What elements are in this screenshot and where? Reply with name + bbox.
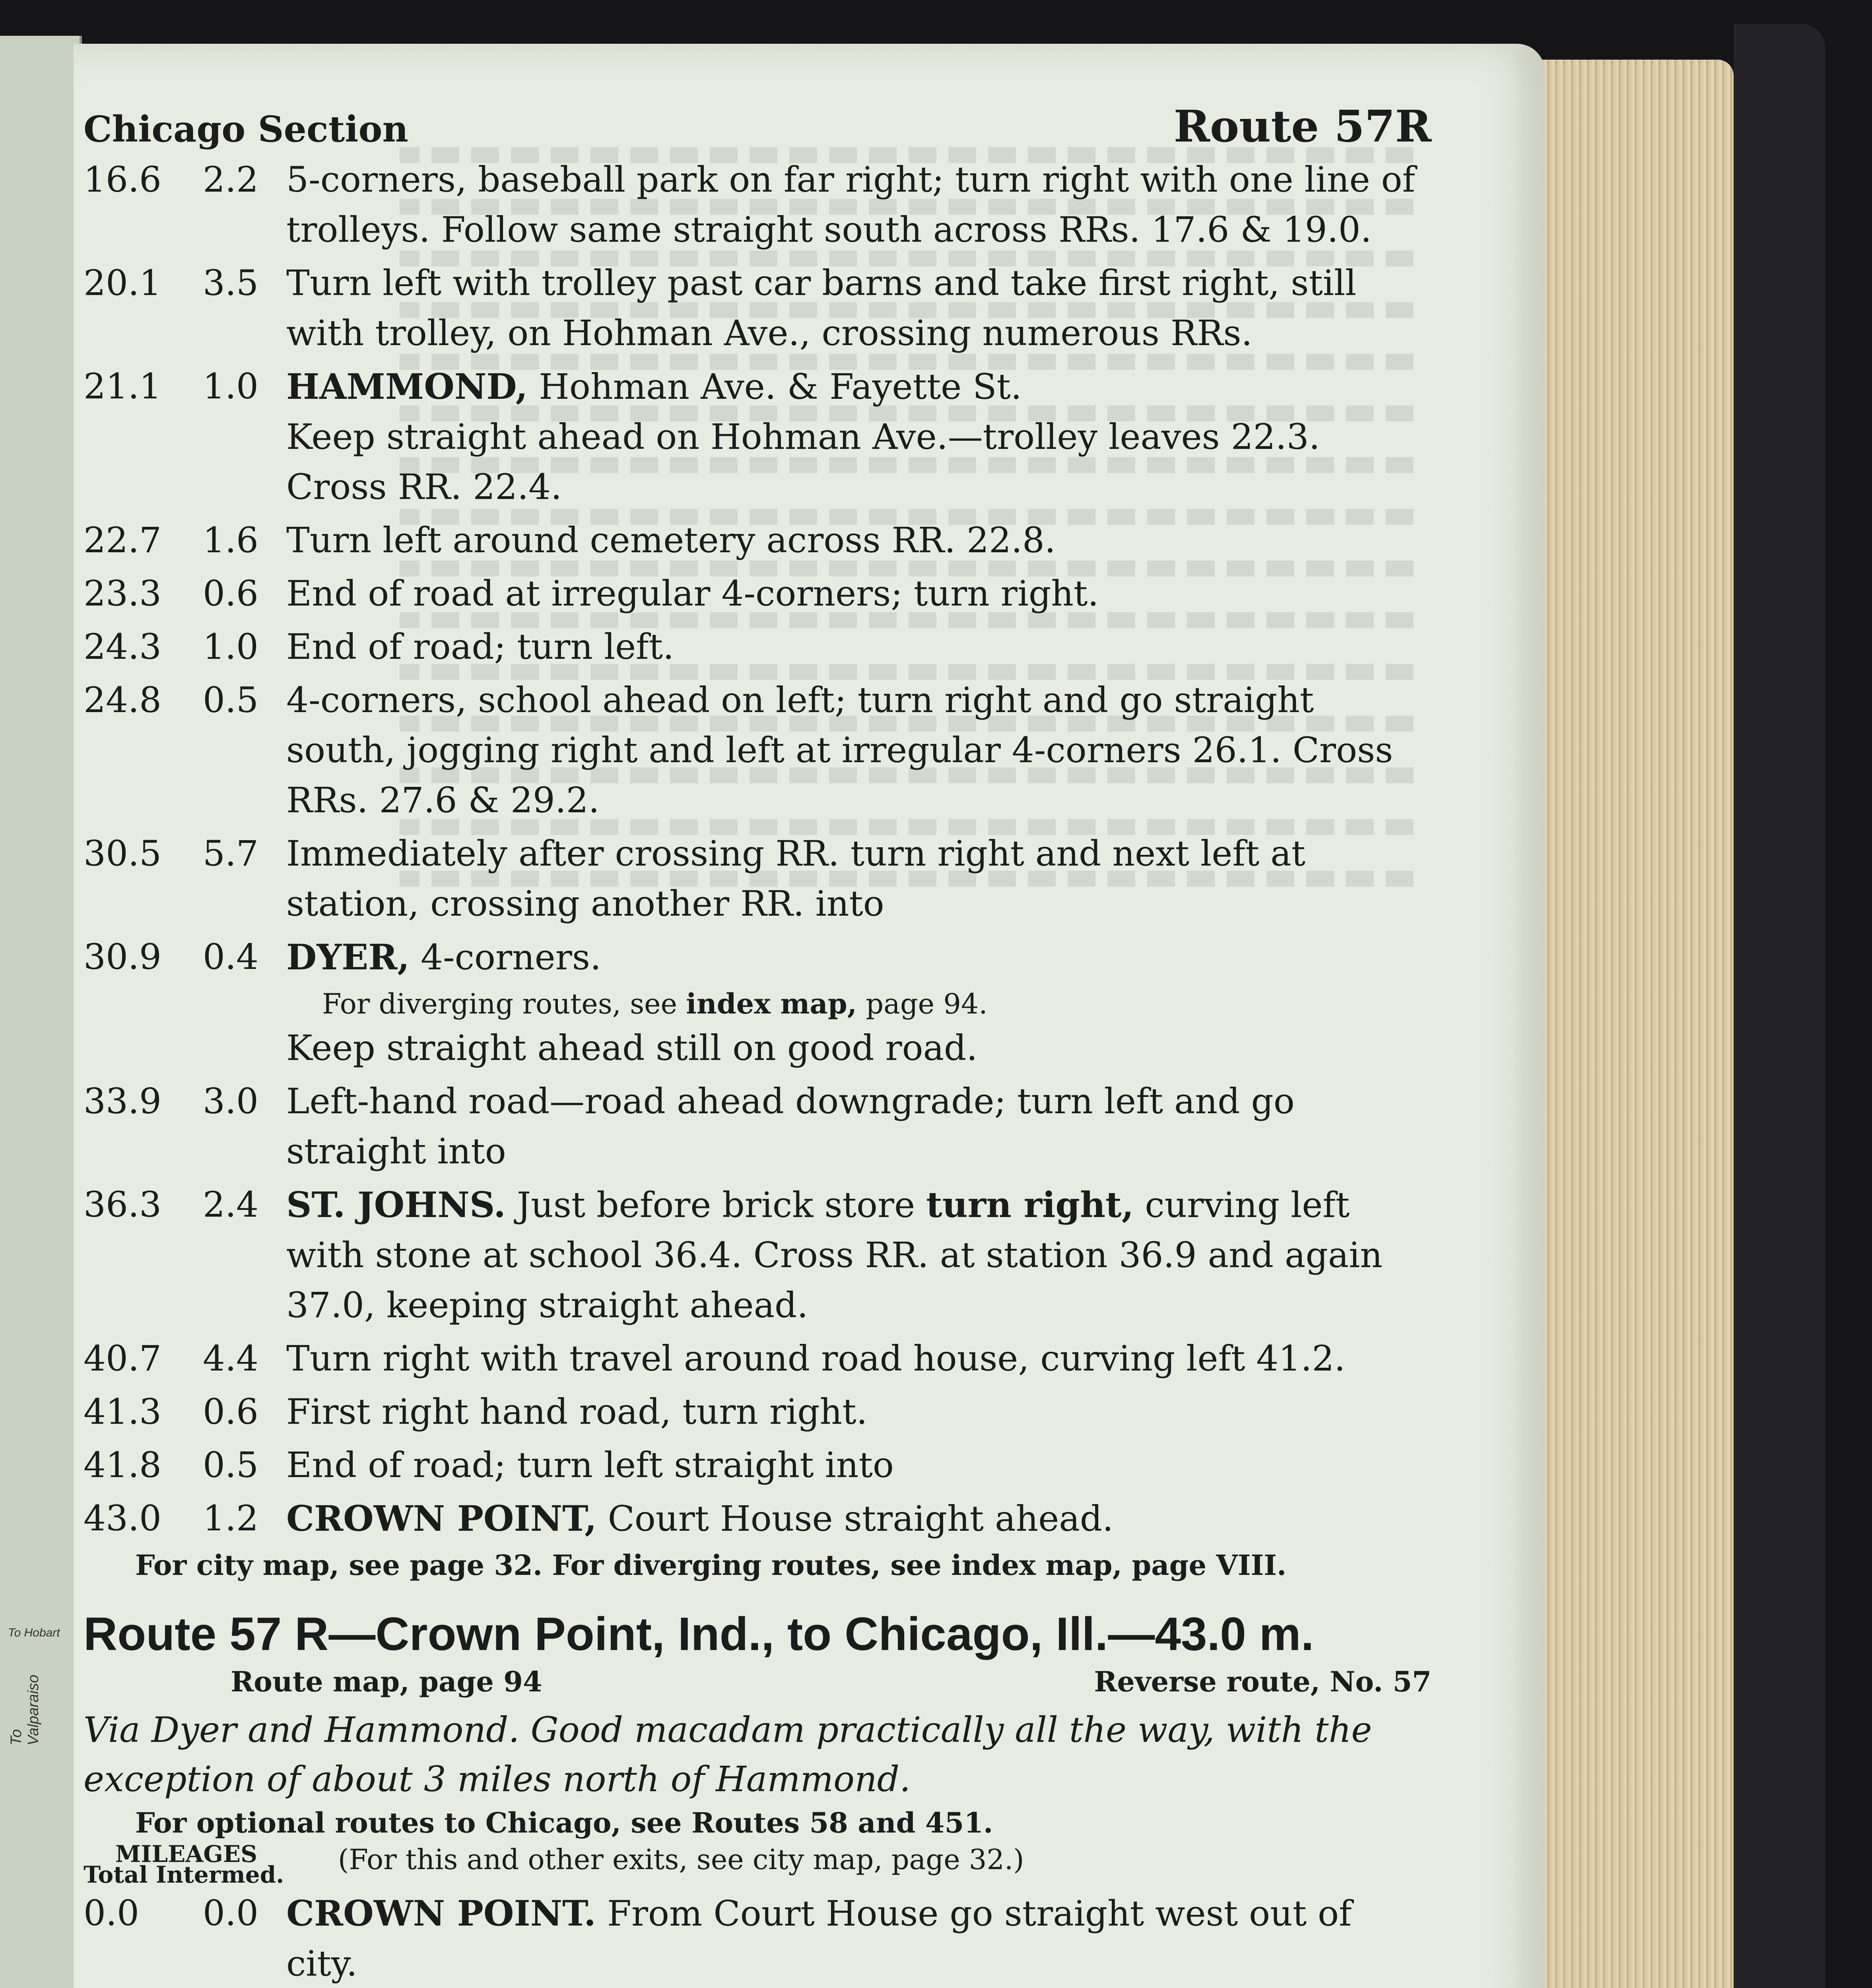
total-mileage: 43.0 (84, 1498, 161, 1539)
direction-text (286, 515, 1431, 565)
direction-fragment: 4-corners. (409, 937, 601, 978)
direction-fragment: Left-hand road—road ahead downgrade; turn left and go straight into (286, 1081, 1295, 1172)
total-mileage: 22.7 (84, 520, 161, 561)
section-title: Chicago Section (84, 108, 408, 150)
mileage-entry (84, 1387, 1431, 1437)
intermediate-mileage: 5.7 (203, 833, 258, 874)
mileage-entry (84, 622, 1431, 672)
place-name: DYER, (286, 936, 410, 978)
total-mileage: 23.3 (84, 573, 161, 614)
mileage-entry (84, 1493, 1431, 1544)
mileage-entry (84, 675, 1431, 825)
left-page-edge (0, 36, 82, 1988)
intermediate-mileage: 3.0 (203, 1081, 258, 1122)
mileages-columns: Total Intermed. (84, 1861, 284, 1888)
place-name: turn right, (926, 1184, 1134, 1225)
place-name: CROWN POINT. (286, 1893, 596, 1934)
total-mileage: 20.1 (84, 262, 161, 303)
place-name: CROWN POINT, (286, 1498, 597, 1539)
route-entries-part-b (84, 1076, 1431, 1544)
total-mileage: 41.8 (84, 1444, 161, 1485)
left-page-fragment: To Valparaiso (8, 1674, 42, 1745)
route-map-ref: Route map, page 94 (231, 1665, 542, 1698)
page-content (84, 101, 1431, 1988)
mileage-entry (84, 1440, 1431, 1490)
direction-text (286, 1334, 1431, 1384)
direction-fragment: End of road at irregular 4-corners; turn right. (286, 573, 1099, 614)
mileage-entry (84, 569, 1431, 619)
direction-text (286, 1387, 1431, 1437)
total-mileage: 21.1 (84, 366, 161, 407)
route-description: Via Dyer and Hammond. Good macadam practically all the way, with the exception of about 3 miles north of Hammond. (84, 1709, 1372, 1800)
intermediate-mileage: 0.6 (203, 1391, 258, 1432)
intermediate-mileage: 3.5 (203, 262, 258, 303)
direction-fragment: From Court House go straight west out of city. (286, 1893, 1352, 1984)
intermediate-mileage: 0.6 (203, 573, 258, 614)
intermediate-mileage: 4.4 (203, 1338, 258, 1379)
direction-text (286, 1076, 1431, 1176)
optional-routes-note: For optional routes to Chicago, see Routes 58 and 451. (135, 1806, 993, 1839)
intermediate-mileage: 0.5 (203, 1444, 258, 1485)
mileages-title: MILEAGES (115, 1840, 257, 1868)
direction-text (286, 675, 1431, 825)
total-mileage: 36.3 (84, 1184, 161, 1225)
direction-text (286, 361, 1431, 512)
direction-fragment: curving left with stone at school 36.4. Cross RR. at station 36.9 and again 37.0, keeping straight ahead. (286, 1184, 1383, 1326)
total-mileage: 16.6 (84, 159, 161, 200)
total-mileage: 30.9 (84, 936, 161, 977)
direction-fragment: Turn left around cemetery across RR. 22.8. (286, 520, 1056, 561)
intermediate-mileage: 0.5 (203, 679, 258, 720)
intermediate-mileage: 0.0 (203, 1893, 258, 1934)
direction-continuation: Keep straight ahead on Hohman Ave.—trolley leaves 22.3. Cross RR. 22.4. (286, 416, 1320, 507)
route-map-line (84, 1664, 1431, 1700)
direction-fragment: 4-corners, school ahead on left; turn right and go straight south, jogging right and left at irregular 4-corners 26.1. Cross RRs. 27.6 & 29.2. (286, 679, 1393, 821)
direction-fragment: Hohman Ave. & Fayette St. (528, 366, 1022, 407)
mileages-label (84, 1840, 338, 1888)
total-mileage: 40.7 (84, 1338, 161, 1379)
direction-text (286, 1493, 1431, 1544)
direction-fragment: Turn left with trolley past car barns and take first right, still with trolley, on Hohman Ave., crossing numerous RRs. (286, 262, 1357, 353)
city-map-note: For city map, see page 32. For diverging routes, see index map, page VIII. (135, 1549, 1287, 1582)
direction-fragment: Just before brick store (505, 1184, 926, 1225)
direction-text (286, 1440, 1431, 1490)
note-bold: index map, (686, 987, 857, 1020)
mileage-entry (84, 1180, 1431, 1330)
direction-text (286, 569, 1431, 619)
direction-text (286, 622, 1431, 672)
mileage-entry (84, 515, 1431, 565)
diverging-routes-note (322, 985, 1431, 1023)
intermediate-mileage: 2.2 (203, 159, 258, 200)
intermediate-mileage: 1.0 (203, 626, 258, 667)
total-mileage: 0.0 (84, 1893, 139, 1934)
mileage-entry (84, 1076, 1431, 1176)
book-cover (1734, 24, 1825, 1988)
direction-text (286, 258, 1431, 358)
route-number: Route 57R (1173, 101, 1431, 152)
note-text: page 94. (857, 988, 988, 1020)
total-mileage: 41.3 (84, 1391, 161, 1432)
mileage-entry (84, 361, 1431, 512)
intermediate-mileage: 1.0 (203, 366, 258, 407)
reverse-route-ref: Reverse route, No. 57 (1094, 1665, 1431, 1698)
direction-fragment: First right hand road, turn right. (286, 1391, 868, 1432)
intermediate-mileage: 1.6 (203, 520, 258, 561)
route-entries-part-c (84, 1888, 1431, 1988)
total-mileage: 24.8 (84, 679, 161, 720)
place-name: ST. JOHNS. (286, 1184, 506, 1225)
mileage-entry (84, 155, 1431, 255)
intermediate-mileage: 0.4 (203, 936, 258, 977)
route-57r-title: Route 57 R—Crown Point, Ind., to Chicago, Ill.—43.0 m. (84, 1608, 1314, 1660)
direction-fragment: Court House straight ahead. (596, 1498, 1114, 1539)
direction-fragment: Turn right with travel around road house, curving left 41.2. (286, 1338, 1346, 1379)
left-page-fragment: To Hobart (8, 1626, 60, 1639)
route-entries-part-a (84, 155, 1431, 982)
total-mileage: 24.3 (84, 626, 161, 667)
note-text: For diverging routes, see (322, 988, 686, 1020)
intermediate-mileage: 1.2 (203, 1498, 258, 1539)
mileage-entry (84, 1334, 1431, 1384)
mileage-entry (84, 829, 1431, 929)
running-header (84, 101, 1431, 151)
mileages-header (84, 1840, 1431, 1888)
direction-text (286, 829, 1431, 929)
mileage-entry (84, 258, 1431, 358)
direction-text (286, 1888, 1431, 1988)
exits-note: (For this and other exits, see city map, page 32.) (338, 1843, 1024, 1876)
direction-text (286, 155, 1431, 255)
mileage-entry (84, 932, 1431, 982)
direction-text (286, 1180, 1431, 1330)
direction-fragment: End of road; turn left straight into (286, 1444, 894, 1485)
mileage-entry (84, 1888, 1431, 1988)
direction-fragment: Immediately after crossing RR. turn right and next left at station, crossing another RR. into (286, 833, 1306, 924)
direction-text (286, 932, 1431, 982)
keep-straight-line: Keep straight ahead still on good road. (286, 1027, 978, 1068)
intermediate-mileage: 2.4 (203, 1184, 258, 1225)
total-mileage: 30.5 (84, 833, 161, 874)
direction-fragment: End of road; turn left. (286, 626, 674, 667)
direction-fragment: 5-corners, baseball park on far right; turn right with one line of trolleys. Follow same straight south across RRs. 17.6 & 19.0. (286, 159, 1416, 250)
total-mileage: 33.9 (84, 1081, 161, 1122)
place-name: HAMMOND, (286, 366, 528, 407)
